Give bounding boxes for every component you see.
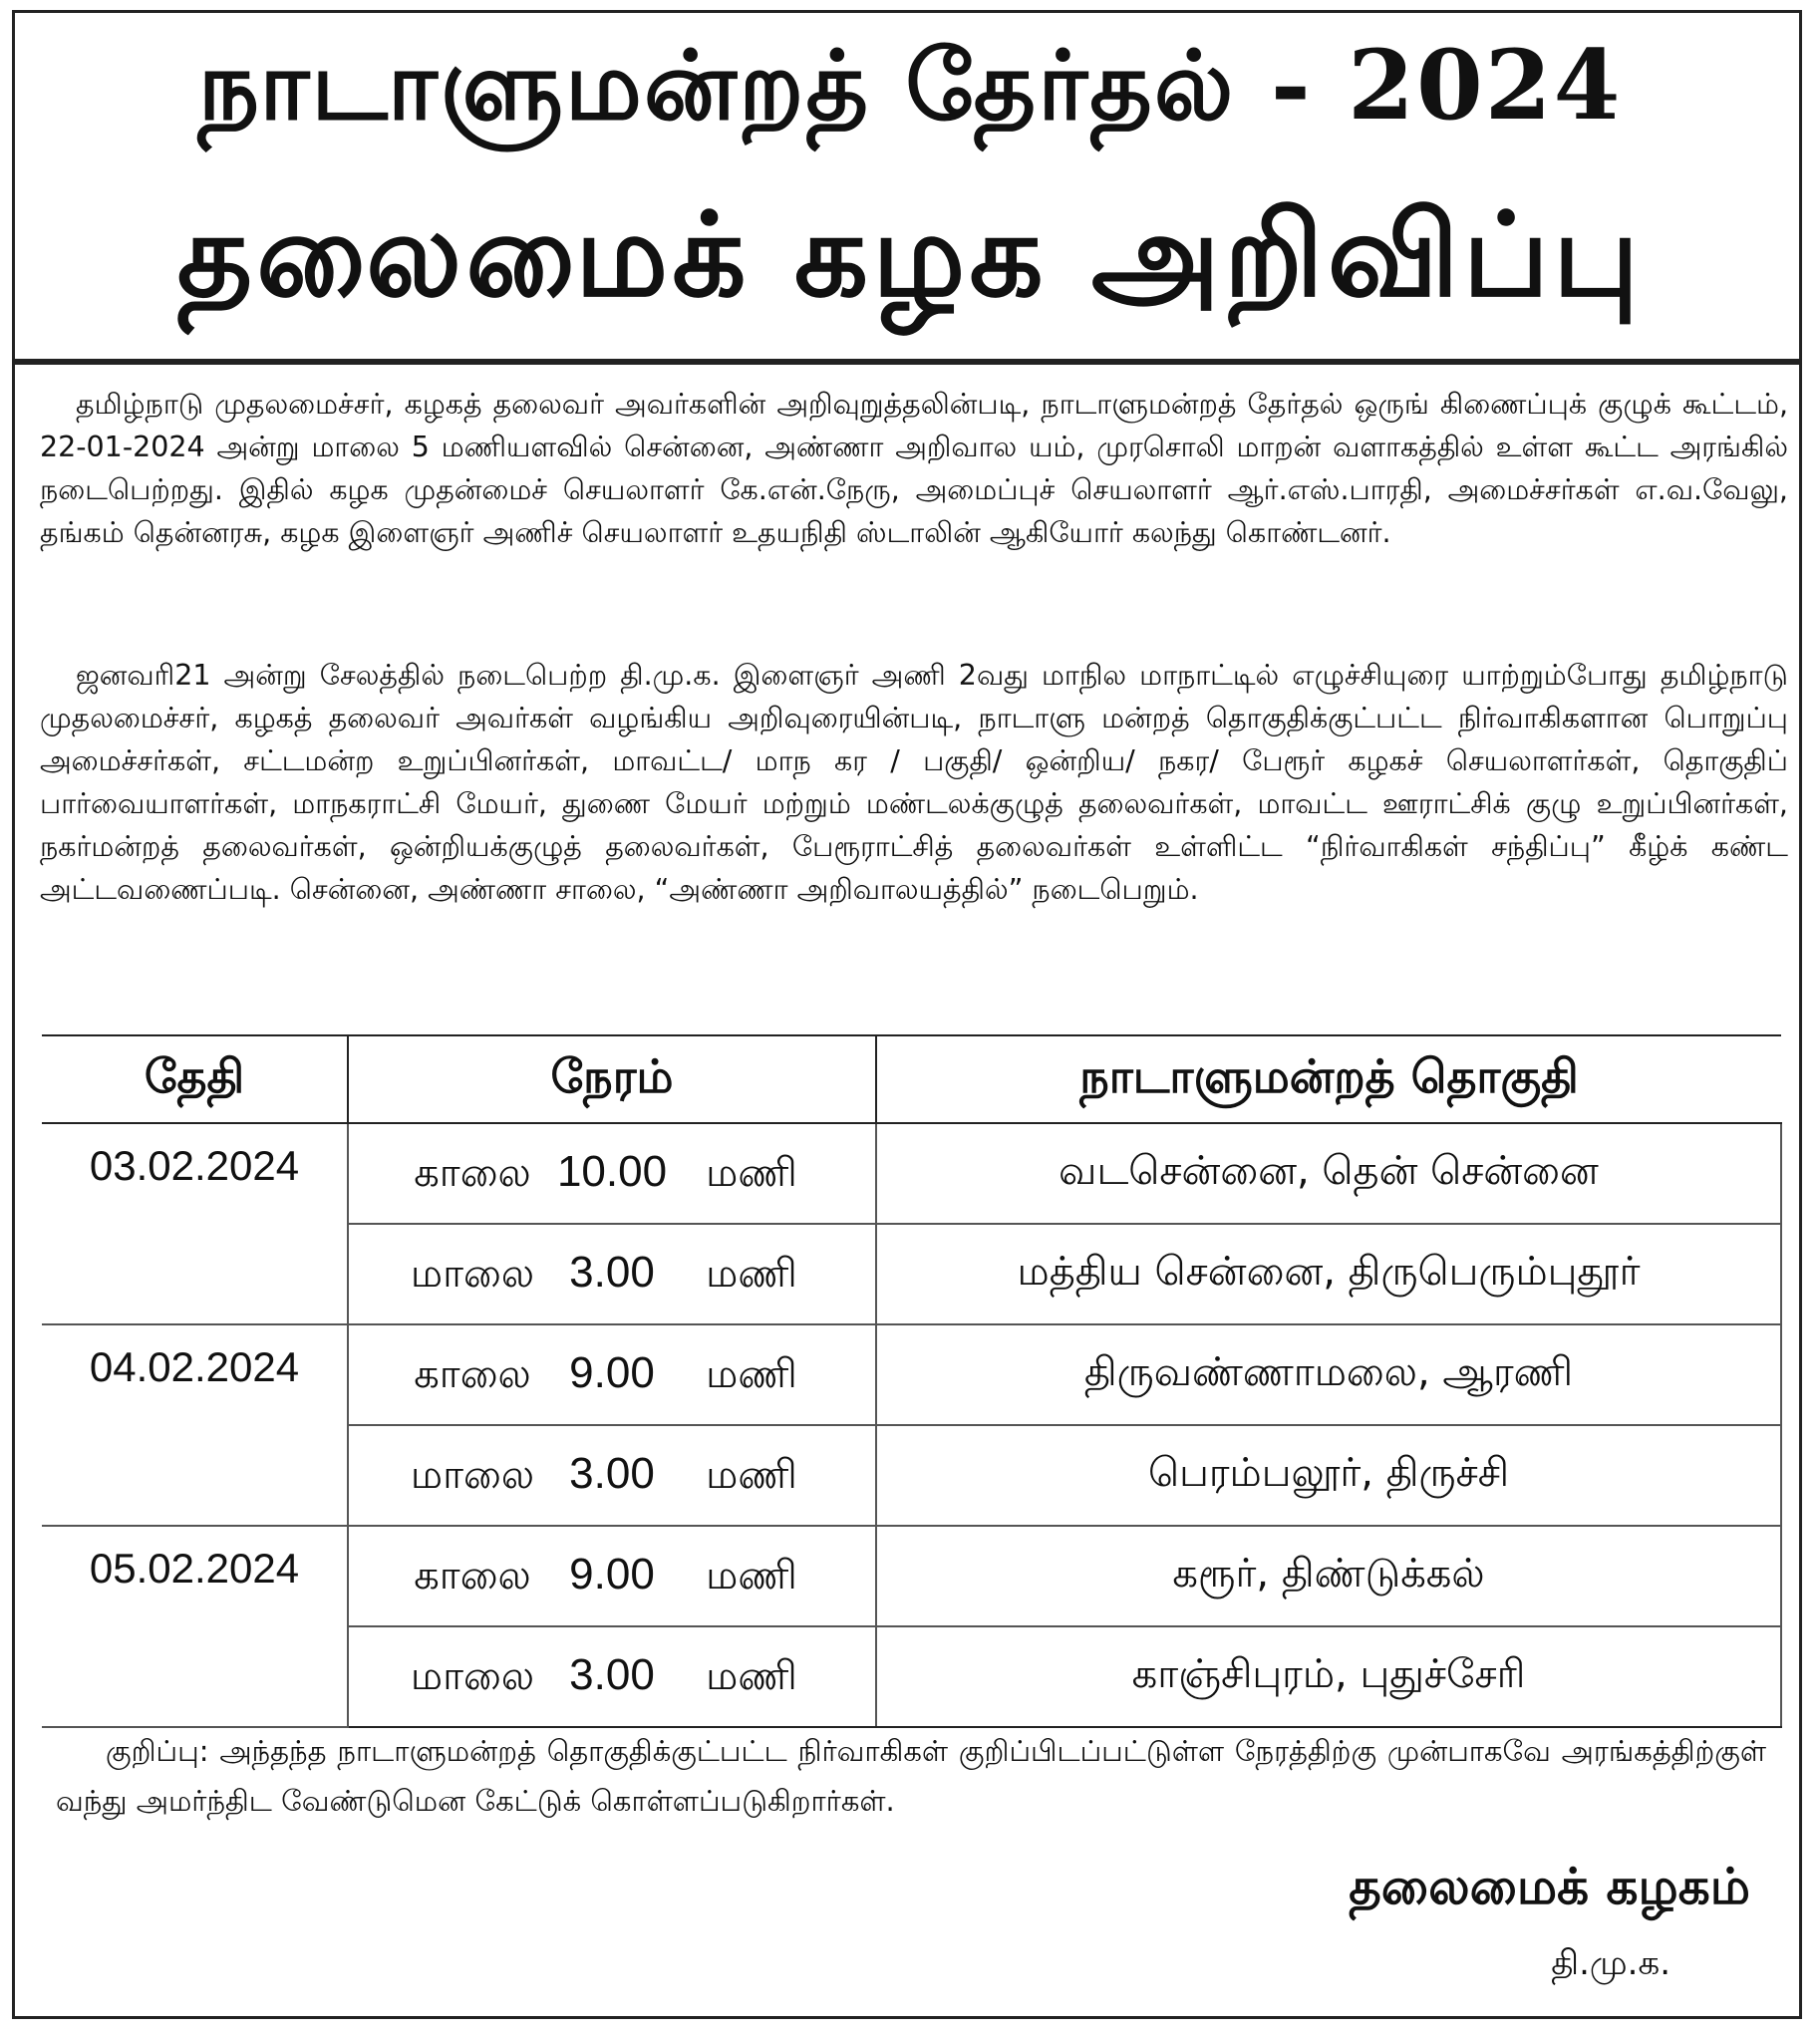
time-value: 3.00 <box>569 1649 655 1699</box>
body-paragraph-1: தமிழ்நாடு முதலமைச்சர், கழகத் தலைவர் அவர்களின் அறிவுறுத்தலின்படி, நாடாளுமன்றத் தேர்தல் ஒருங் கிணைப்புக் குழுக் கூட்டம், 22-01-2024 அன்று மாலை 5 மணியளவில் சென்னை, அண்ணா அறிவால யம், முரசொலி மாறன் வளாகத்தில் உள்ள கூட்ட அரங்கில் நடைபெற்றது. இதில் கழக முதன்மைச் செயலாளர் கே.என்.நேரு, அமைப்புச் செயலாளர் ஆர்.எஸ்.பாரதி, அமைச்சர்கள் எ.வ.வேலு, தங்கம் தென்னரசு, கழக இளைஞர் அணிச் செயலாளர் உதயநிதி ஸ்டாலின் ஆகியோர் கலந்து கொண்டனர். <box>40 388 1788 549</box>
time-period: மாலை <box>410 1652 535 1699</box>
time-value: 10.00 <box>556 1146 668 1196</box>
schedule-time <box>348 1526 876 1626</box>
table-row <box>42 1123 1781 1224</box>
time-value: 3.00 <box>569 1448 655 1498</box>
time-value: 9.00 <box>569 1549 655 1599</box>
time-period: காலை <box>414 1350 531 1397</box>
announcement-title: தலைமைக் கழக அறிவிப்பு <box>176 188 1644 323</box>
schedule-time <box>348 1324 876 1425</box>
time-unit: மணி <box>706 1451 797 1498</box>
time-unit: மணி <box>706 1652 797 1699</box>
body-paragraph-2: ஜனவரி21 அன்று சேலத்தில் நடைபெற்ற தி.மு.க. இளைஞர் அணி 2வது மாநில மாநாட்டில் எழுச்சியுரை யாற்றும்போது தமிழ்நாடு முதலமைச்சர், கழகத் தலைவர் அவர்கள் வழங்கிய அறிவுரையின்படி, நாடாளு மன்றத் தொகுதிக்குட்பட்ட நிர்வாகிகளான பொறுப்பு அமைச்சர்கள், சட்டமன்ற உறுப்பினர்கள், மாவட்ட/ மாந கர / பகுதி/ ஒன்றிய/ நகர/ பேரூர் கழகச் செயலாளர்கள், தொகுதிப் பார்வையாளர்கள், மாநகராட்சி மேயர், துணை மேயர் மற்றும் மண்டலக்குழுத் தலைவர்கள், மாவட்ட ஊராட்சிக் குழு உறுப்பினர்கள், நகர்மன்றத் தலைவர்கள், ஒன்றியக்குழுத் தலைவர்கள், பேரூராட்சித் தலைவர்கள் உள்ளிட்ட “நிர்வாகிகள் சந்திப்பு” கீழ்க் கண்ட அட்டவணைப்படி. சென்னை, அண்ணா சாலை, “அண்ணா அறிவாலயத்தில்” நடைபெறும். <box>40 659 1788 906</box>
schedule-time <box>348 1425 876 1526</box>
time-period: மாலை <box>410 1451 535 1498</box>
time-unit: மணி <box>706 1350 797 1397</box>
schedule-time <box>348 1123 876 1224</box>
schedule-constituency: காஞ்சிபுரம், புதுச்சேரி <box>876 1626 1781 1727</box>
schedule-constituency: கரூர், திண்டுக்கல் <box>876 1526 1781 1626</box>
schedule-date: 03.02.2024 <box>42 1123 348 1324</box>
schedule-header-row <box>42 1035 1781 1123</box>
time-unit: மணி <box>706 1149 797 1196</box>
signature-office: தலைமைக் கழகம் <box>1349 1858 1750 1915</box>
signature-party: தி.மு.க. <box>1551 1943 1670 1983</box>
schedule-constituency: வடசென்னை, தென் சென்னை <box>876 1123 1781 1224</box>
schedule-constituency: பெரம்பலூர், திருச்சி <box>876 1425 1781 1526</box>
schedule-date: 05.02.2024 <box>42 1526 348 1727</box>
time-period: மாலை <box>410 1250 535 1297</box>
election-title: நாடாளுமன்றத் தேர்தல் - 2024 <box>197 29 1623 142</box>
time-period: காலை <box>414 1149 531 1196</box>
header-time: நேரம் <box>348 1035 876 1123</box>
table-row <box>42 1324 1781 1425</box>
schedule-constituency: மத்திய சென்னை, திருபெரும்புதூர் <box>876 1224 1781 1324</box>
time-value: 9.00 <box>569 1347 655 1397</box>
schedule-time <box>348 1224 876 1324</box>
time-unit: மணி <box>706 1552 797 1599</box>
header-constituency: நாடாளுமன்றத் தொகுதி <box>876 1035 1781 1123</box>
time-value: 3.00 <box>569 1247 655 1297</box>
table-row <box>42 1526 1781 1626</box>
schedule-constituency: திருவண்ணாமலை, ஆரணி <box>876 1324 1781 1425</box>
time-unit: மணி <box>706 1250 797 1297</box>
title-divider <box>12 359 1802 365</box>
time-period: காலை <box>414 1552 531 1599</box>
header-date: தேதி <box>42 1035 348 1123</box>
schedule-time <box>348 1626 876 1727</box>
schedule-table <box>42 1034 1782 1728</box>
note-text: குறிப்பு: அந்தந்த நாடாளுமன்றத் தொகுதிக்குட்பட்ட நிர்வாகிகள் குறிப்பிடப்பட்டுள்ள நேரத்திற்கு முன்பாகவே அரங்கத்திற்குள் வந்து அமர்ந்திட வேண்டுமென கேட்டுக் கொள்ளப்படுகிறார்கள். <box>56 1734 1766 1818</box>
schedule-date: 04.02.2024 <box>42 1324 348 1526</box>
